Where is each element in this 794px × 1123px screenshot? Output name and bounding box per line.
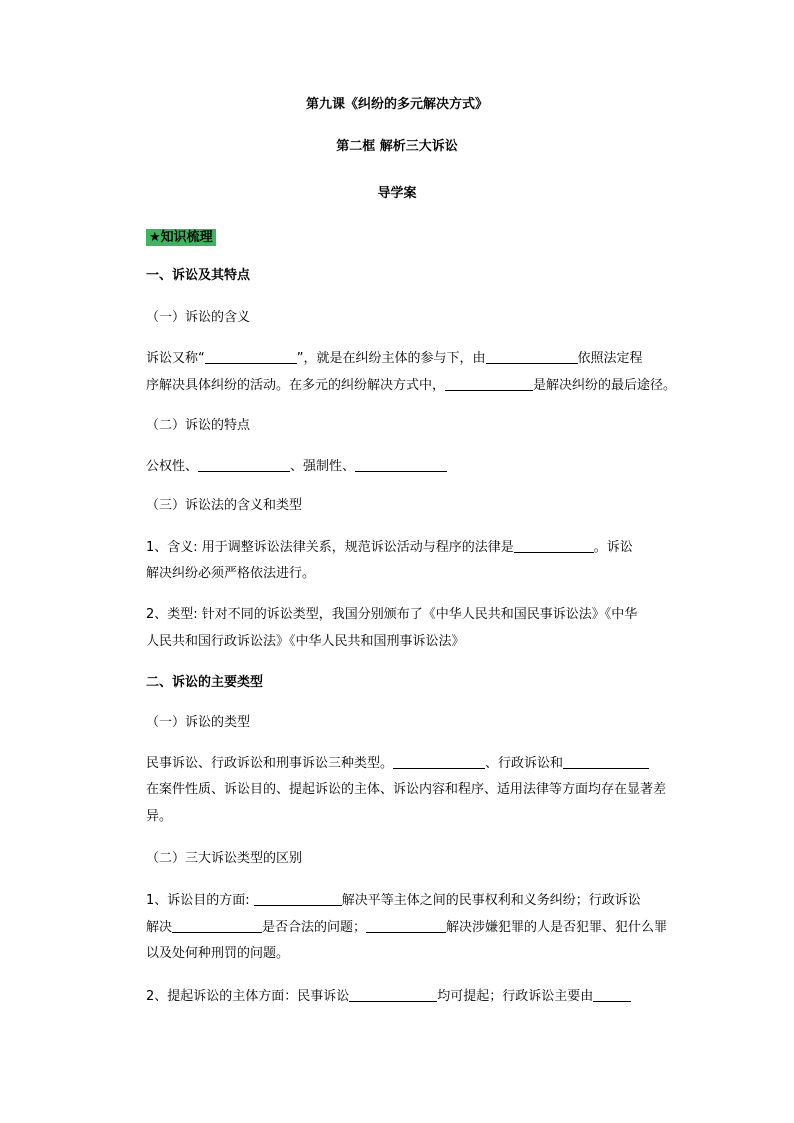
- text: 1、含义: 用于调整诉讼法律关系，规范诉讼活动与程序的法律是: [146, 540, 514, 555]
- fill-blank[interactable]: [366, 919, 446, 933]
- subheading-types: （一）诉讼的类型: [146, 715, 251, 730]
- heading-main-types: 二、诉讼的主要类型: [146, 675, 264, 690]
- text: ”，就是在纠纷主体的参与下，由: [296, 351, 486, 366]
- paragraph-line: [146, 919, 667, 936]
- fill-blank[interactable]: [486, 350, 578, 364]
- text: 解决涉嫌犯罪的人是否犯罪、犯什么罪: [446, 920, 668, 935]
- fill-blank[interactable]: [349, 988, 437, 1002]
- text: 均可提起；行政诉讼主要由: [437, 989, 594, 1004]
- fill-blank[interactable]: [172, 919, 262, 933]
- paragraph-line: [146, 892, 641, 909]
- text: 诉讼又称“: [146, 351, 205, 366]
- fill-blank[interactable]: [563, 755, 649, 769]
- paragraph-line: [146, 377, 676, 394]
- fill-blank[interactable]: [198, 458, 290, 472]
- subheading-meaning: （一）诉讼的含义: [146, 310, 251, 325]
- text: 、行政诉讼和: [485, 756, 564, 771]
- text: 2、提起诉讼的主体方面：民事诉讼: [146, 989, 350, 1004]
- text: 。诉讼: [593, 540, 633, 555]
- knowledge-badge: [146, 230, 216, 246]
- fill-blank[interactable]: [445, 377, 533, 391]
- paragraph-line: 解决纠纷必须严格依法进行。: [146, 566, 316, 581]
- paragraph-line: 人民共和国行政诉讼法》《中华人民共和国刑事诉讼法》: [146, 634, 465, 649]
- paragraph-line: 2、类型: 针对不同的诉讼类型，我国分别颁布了《中华人民共和国民事诉讼法》《中华: [146, 607, 638, 622]
- text: 解决: [146, 920, 173, 935]
- fill-blank[interactable]: [393, 755, 485, 769]
- subheading-features: （二）诉讼的特点: [146, 418, 251, 433]
- knowledge-badge-label: ★知识梳理: [146, 229, 216, 246]
- text: 、强制性、: [290, 459, 356, 474]
- text: 解决平等主体之间的民事权利和义务纠纷；行政诉讼: [341, 893, 641, 908]
- paragraph-line: [146, 988, 631, 1005]
- lesson-title: 第九课《纠纷的多元解决方式》: [305, 97, 488, 112]
- paragraph-line: [146, 350, 643, 367]
- text: 民事诉讼、行政诉讼和刑事诉讼三种类型。: [146, 756, 394, 771]
- heading-litigation-features: 一、诉讼及其特点: [146, 268, 251, 283]
- subheading-differences: （二）三大诉讼类型的区别: [146, 851, 303, 866]
- text: 公权性、: [146, 459, 199, 474]
- subheading-procedural-law: （三）诉讼法的含义和类型: [146, 498, 303, 513]
- text: 1、诉讼目的方面:: [146, 893, 254, 908]
- fill-blank[interactable]: [205, 350, 297, 364]
- document-type: 导学案: [377, 186, 417, 201]
- paragraph-line: [146, 539, 633, 556]
- paragraph-line: 在案件性质、诉讼目的、提起诉讼的主体、诉讼内容和程序、适用法律等方面均存在显著差: [146, 782, 667, 797]
- paragraph-line: [146, 755, 649, 772]
- text: 序解决具体纠纷的活动。在多元的纠纷解决方式中，: [146, 378, 446, 393]
- text: 是否合法的问题；: [262, 920, 367, 935]
- fill-blank[interactable]: [254, 892, 342, 906]
- fill-blank[interactable]: [514, 539, 594, 553]
- section-subtitle: 第二框 解析三大诉讼: [336, 139, 458, 154]
- paragraph-line: 异。: [146, 809, 173, 824]
- text: 是解决纠纷的最后途径。: [533, 378, 677, 393]
- paragraph-line: [146, 458, 447, 475]
- text: 依照法定程: [577, 351, 643, 366]
- paragraph-line: 以及处何种刑罚的问题。: [146, 946, 290, 961]
- fill-blank[interactable]: [593, 988, 631, 1002]
- fill-blank[interactable]: [355, 458, 447, 472]
